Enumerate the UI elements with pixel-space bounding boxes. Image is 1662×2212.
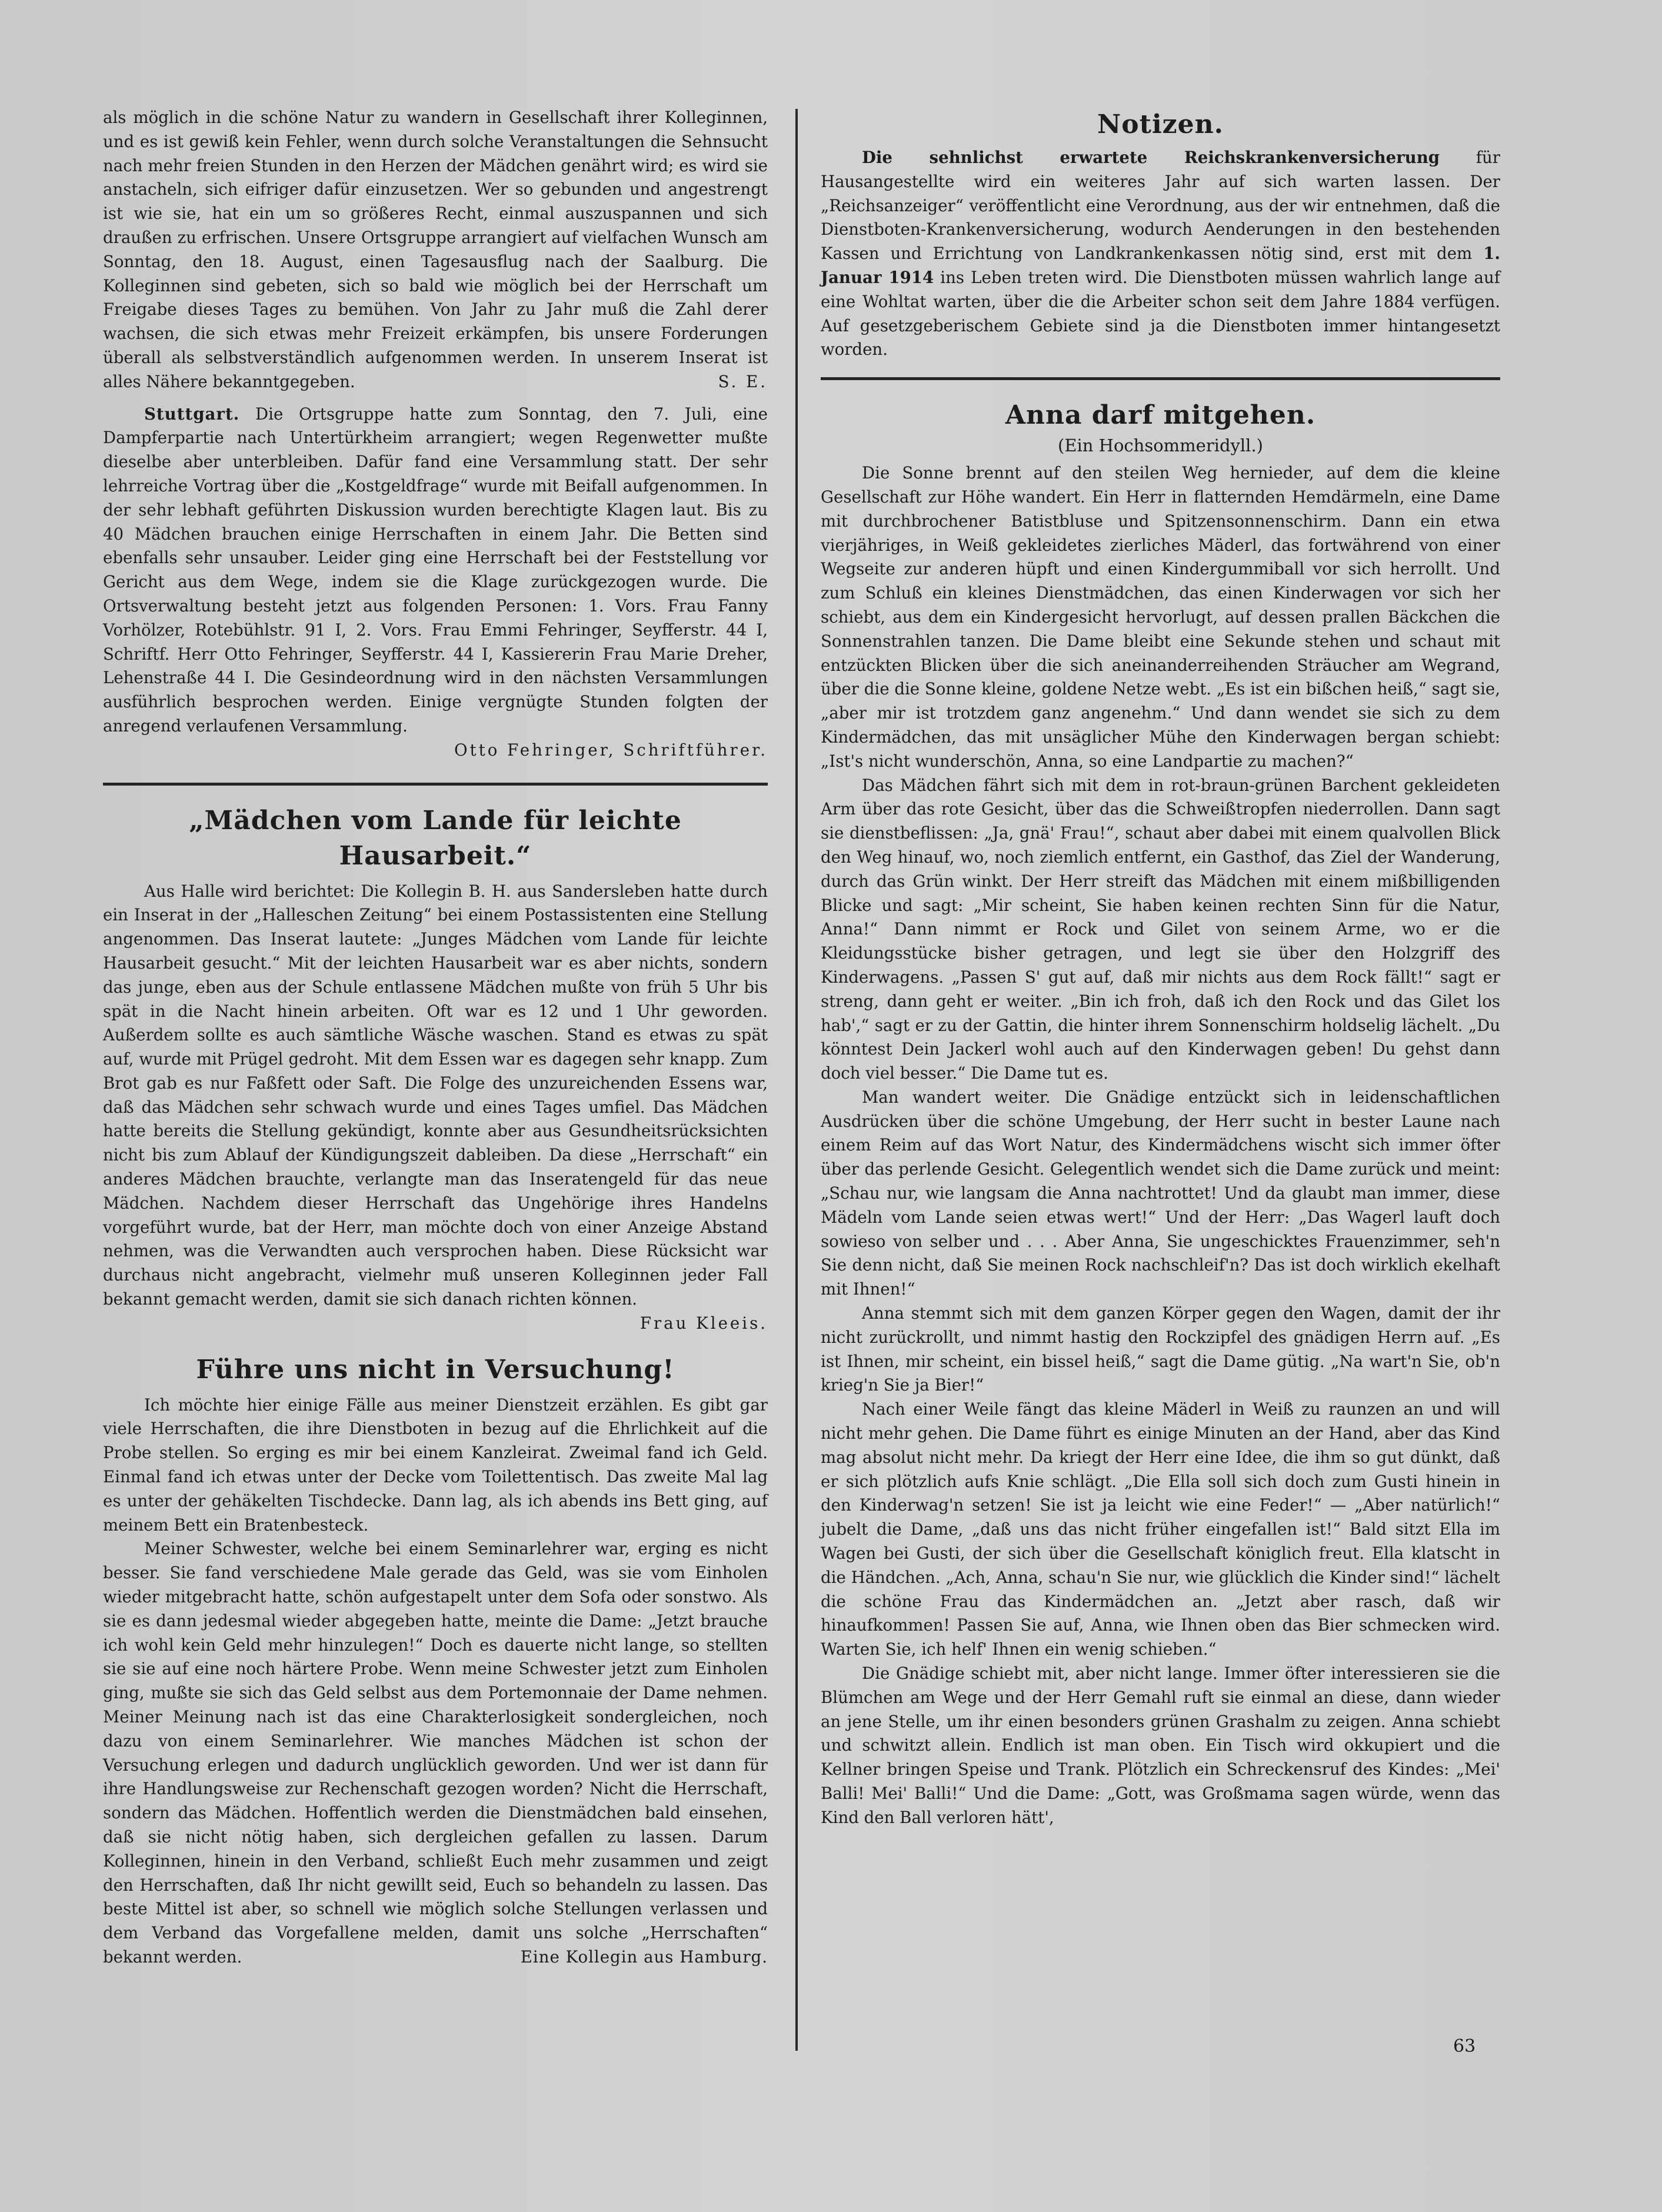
story-paragraph-6: Die Gnädige schiebt mit, aber nicht lange. Immer öfter interessieren sie die Blümchen am Wege und der Herr Gemahl ruft sie einmal an diese, dann wieder an jene Stelle, um ihr einen besonders grünen Grashalm zu zeigen. Anna schiebt und schwitzt allein. Endlich ist man oben. Ein Tisch wird okkupiert und die Kellner bringen Speise und Trank. Plötzlich ein Schreckensruf des Kindes: „Mei' Balli! Mei' Balli!“ Und die Dame: „Gott, was Großmama sagen würde, wenn das Kind den Ball verloren hätt',: [821, 1664, 1500, 1827]
notizen-body: [821, 146, 1500, 362]
story-paragraph-3: Man wandert weiter. Die Gnädige entzückt sich in leidenschaftlichen Ausdrücken über die schöne Umgebung, der Herr sucht in bester Laune nach einem Reim auf das Wort Natur, des Kindermädchens wischt sich immer öfter über das perlende Gesicht. Gelegentlich wendet sich die Dame zurück und meint: „Schau nur, wie langsam die Anna nachtrottet! Und da glaubt man immer, diese Mädeln vom Lande seien etwas wert!“ Und der Herr: „Das Wagerl lauft doch sowieso von selber und . . . Aber Anna, Sie ungeschicktes Frauenzimmer, seh'n Sie denn nicht, daß Sie meinen Rock nachschleif'n? Das ist doch wirklich ekelhaft mit Ihnen!“: [821, 1087, 1500, 1299]
story-paragraph-4: Anna stemmt sich mit dem ganzen Körper gegen den Wagen, damit der ihr nicht zurückrollt, und nimmt hastig den Rockzipfel des gnädigen Herrn auf. „Es ist Ihnen, mir scheint, ein bissel heiß,“ sagt die Dame gütig. „Na wart'n Sie, ob'n krieg'n Sie ja Bier!“: [821, 1303, 1500, 1395]
article1-signature: Frau Kleeis.: [640, 1313, 768, 1333]
story-paragraph-2: Das Mädchen fährt sich mit dem in rot-braun-grünen Barchent gekleideten Arm über das rote Gesicht, über das die Schweißtropfen niederrollen. Dann sagt sie dienstbeflissen: „Ja, gnä' Frau!“, schaut aber dabei mit einem qualvollen Blick den Weg hinauf, wo, noch ziemlich entfernt, ein Gasthof, das Ziel der Wanderung, durch das Grün winkt. Der Herr streift das Mädchen mit einem mißbilligenden Blicke und sagt: „Mir scheint, Sie haben keinen rechten Sinn für die Natur, Anna!“ Dann nimmt er Rock und Gilet von seinem Arme, wo er die Kleidungsstücke bisher getragen, und legt sie über den Holzgriff des Kinderwagens. „Passen S' gut auf, daß mir nichts aus dem Rock fällt!“ sagt er streng, dann geht er weiter. „Bin ich froh, daß ich den Rock und das Gilet los hab',“ sagt er zu der Gattin, die hinter ihrem Sonnenschirm holdselig lächelt. „Du könntest Dein Jackerl wohl auch auf den Kinderwagen geben! Du gehst dann doch viel besser.“ Die Dame tut es.: [821, 775, 1500, 1083]
stuttgart-signature: Otto Fehringer, Schriftführer.: [454, 740, 768, 760]
notizen-date: 1. Januar 1914: [821, 244, 1500, 287]
right-column: [821, 106, 1500, 1830]
article1-title: „Mädchen vom Lande für leichte Hausarbeit.“: [189, 805, 682, 871]
notizen-text-1: für Hausangestellte wird ein weiteres Jahr auf sich warten lassen. Der „Reichsanzeiger“ veröffentlicht eine Verordnung, aus der wir entnehmen, daß die Dienstboten-Krankenversicherung, wodurch Aenderungen in den bestehenden Kassen und Errichtung von Landkrankenkassen nötig sind, erst mit dem: [821, 148, 1500, 264]
stuttgart-lead: Stuttgart.: [144, 404, 240, 424]
story-title: Anna darf mitgehen.: [1005, 400, 1316, 431]
article2-signature: Eine Kollegin aus Hamburg.: [520, 1947, 768, 1967]
story-paragraph-5: Nach einer Weile fängt das kleine Mäderl in Weiß zu raunzen an und will nicht mehr gehen. Die Dame führt es einige Minuten an der Hand, aber das Kind mag absolut nicht mehr. Da kriegt der Herr eine Idee, die ihm so gut dünkt, daß er sich plötzlich aufs Knie schlägt. „Die Ella soll sich doch zum Gusti hinein in den Kinderwag'n setzen! Sie ist ja leicht wie eine Feder!“ — „Aber natürlich!“ jubelt die Dame, „daß uns das nicht früher eingefallen ist!“ Bald sitzt Ella im Wagen bei Gusti, der sich über die Gesellschaft königlich freut. Ella klatscht in die Händchen. „Ach, Anna, schau'n Sie nur, wie glücklich die Kinder sind!“ lächelt die schöne Frau das Kindermädchen an. „Jetzt aber rasch, daß wir hinaufkommen! Passen Sie auf, Anna, wie Ihnen oben das Bier schmecken wird. Warten Sie, ich helf' Ihnen ein wenig schieben.“: [821, 1399, 1500, 1659]
column-divider: [795, 109, 798, 2051]
notizen-lead: Die sehnlichst erwartete Reichskrankenversicherung: [862, 148, 1440, 167]
notizen-text-2: ins Leben treten wird. Die Dienstboten müssen wahrlich lange auf eine Wohltat warten, über die die Arbeiter schon seit dem Jahre 1884 verfügen. Auf gesetzgeberischem Gebiete sind ja die Dienstboten immer hintangesetzt worden.: [821, 267, 1500, 360]
intro-text: als möglich in die schöne Natur zu wandern in Gesellschaft ihrer Kolleginnen, und es ist gewiß kein Fehler, wenn durch solche Veranstaltungen die Sehnsucht nach mehr freien Stunden in den Herzen der Mädchen genährt wird; es wird sie anstacheln, sich eifriger dafür einzusetzen. Wer so gebunden und angestrengt ist wie sie, hat ein um so größeres Recht, einmal auszuspannen und sich draußen zu erfrischen. Unsere Ortsgruppe arrangiert auf vielfachen Wunsch am Sonntag, den 18. August, einen Tagesausflug nach der Saalburg. Die Kolleginnen sind gebeten, sich so bald wie möglich bei der Herrschaft um Freigabe dieses Tages zu bemühen. Von Jahr zu Jahr muß die Zahl derer wachsen, die sich etwas mehr Freizeit erkämpfen, bis unsere Forderungen überall als selbstverständlich aufgenommen werden. In unserem Inserat ist alles Nähere bekanntgegeben.: [103, 108, 768, 391]
story-paragraph-1: Die Sonne brennt auf den steilen Weg hernieder, auf dem die kleine Gesellschaft zur Höhe wandert. Ein Herr in flatternden Hemdärmeln, eine Dame mit durchbrochener Batistbluse und Spitzensonnenschirm. Dann ein etwa vierjähriges, in Weiß gekleidetes zierliches Mäderl, das fortwährend von einer Wegseite zur anderen hüpft und einen Kindergummiball vor sich herrollt. Und zum Schluß ein kleines Dienstmädchen, das einen Kinderwagen vor sich her schiebt, aus dem ein Kindergesicht hervorlugt, auf dessen prallen Bäckchen die Sonnenstrahlen tanzen. Die Dame bleibt eine Sekunde stehen und schaut mit entzückten Blicken über die sich aneinanderreihenden Sträucher am Wegrand, über die die Sonne kleine, goldene Netze webt. „Es ist ein bißchen heiß,“ sagt sie, „aber mir ist trotzdem ganz angenehm.“ Und dann wendet sie sich zu dem Kindermädchen, das mit unsäglicher Mühe den Kinderwagen bergan schiebt: „Ist's nicht wunderschön, Anna, so eine Landpartie zu machen?“: [821, 463, 1500, 771]
notizen-title: Notizen.: [1097, 109, 1224, 139]
article2-title: Führe uns nicht in Versuchung!: [196, 1354, 675, 1385]
article2-paragraph-2-text: Meiner Schwester, welche bei einem Seminarlehrer war, erging es nicht besser. Sie fand verschiedene Male gerade das Geld, was sie vom Einholen wieder mitgebracht hatte, schön aufgestapelt unter dem Sofa oder sonstwo. Als sie es dann jedesmal wieder abgegeben hatte, meinte die Dame: „Jetzt brauche ich wohl kein Geld mehr hinzulegen!“ Doch es dauerte nicht lange, so stellten sie sie auf eine noch härtere Probe. Wenn meine Schwester jetzt zum Einholen ging, mußte sie sich das Geld selbst aus dem Portemonnaie der Dame nehmen. Meiner Meinung nach ist das eine Charakterlosigkeit sondergleichen, noch dazu von einem Seminarlehrer. Wie manches Mädchen ist schon der Versuchung erlegen und dadurch unglücklich geworden. Und wer ist dann für ihre Handlungsweise zur Rechenschaft gezogen worden? Nicht die Herrschaft, sondern das Mädchen. Hoffentlich werden die Dienstmädchen bald einsehen, daß sie nicht nötig haben, sich dergleichen gefallen zu lassen. Darum Kolleginnen, hinein in den Verband, schließt Euch mehr zusammen und zeigt den Herrschaften, daß Ihr nicht gewillt seid, Euch so behandeln zu lassen. Das beste Mittel ist aber, so schnell wie möglich solche Stellungen verlassen und dem Verband das Vorgefallene melden, damit uns solche „Herrschaften“ bekannt werden.: [103, 1539, 768, 1967]
stuttgart-text: Die Ortsgruppe hatte zum Sonntag, den 7. Juli, eine Dampferpartie nach Untertürkheim arrangiert; wegen Regenwetter mußte dieselbe aber unterbleiben. Dafür fand eine Versammlung statt. Der sehr lehrreiche Vortrag über die „Kostgeldfrage“ wurde mit Beifall aufgenommen. In der sehr lebhaft geführten Diskussion wurden berechtigte Klagen laut. Bis zu 40 Mädchen brauchen einige Herrschaften in einem Jahr. Die Betten sind ebenfalls sehr unsauber. Leider ging eine Herrschaft bei der Feststellung vor Gericht aus dem Wege, indem sie die Klage zurückgezogen wurde. Die Ortsverwaltung besteht jetzt aus folgenden Personen: 1. Vors. Frau Fanny Vorhölzer, Rotebühlstr. 91 I, 2. Vors. Frau Emmi Fehringer, Seyfferstr. 44 I, Schriftf. Herr Otto Fehringer, Seyfferstr. 44 I, Kassiererin Frau Marie Dreher, Lehenstraße 44 I. Die Gesindeordnung wird in den nächsten Versammlungen ausführlich besprochen werden. Einige vergnügte Stunden folgten der anregend verlaufenen Versammlung.: [103, 404, 768, 736]
article2-paragraph-1: Ich möchte hier einige Fälle aus meiner Dienstzeit erzählen. Es gibt gar viele Herrschaften, die ihre Dienstboten in bezug auf die Ehrlichkeit auf die Probe stellen. So erging es mir bei einem Kanzleirat. Zweimal fand ich Geld. Einmal fand ich etwas unter der Decke vom Toilettentisch. Das zweite Mal lag es unter der gehäkelten Tischdecke. Dann lag, als ich abends ins Bett ging, auf meinem Bett ein Bratenbesteck.: [103, 1395, 768, 1535]
article2-paragraph-2: [103, 1537, 768, 1969]
left-column: [103, 106, 768, 1970]
section-rule: [103, 783, 768, 786]
stuttgart-report: [103, 403, 768, 739]
intro-paragraph: [103, 106, 768, 394]
section-rule: [821, 377, 1500, 380]
page-number: 63: [1453, 2036, 1476, 2057]
intro-signature: S. E.: [718, 371, 768, 391]
article1-body: Aus Halle wird berichtet: Die Kollegin B. H. aus Sandersleben hatte durch ein Inserat in der „Halleschen Zeitung“ bei einem Postassistenten eine Stellung angenommen. Das Inserat lautete: „Junges Mädchen vom Lande für leichte Hausarbeit gesucht.“ Mit der leichten Hausarbeit war es aber nichts, sondern das junge, eben aus der Schule entlassene Mädchen mußte von früh 5 Uhr bis spät in die Nacht hinein arbeiten. Oft war es 12 und 1 Uhr geworden. Außerdem sollte es auch sämtliche Wäsche waschen. Stand es etwas zu spät auf, wurde mit Prügel gedroht. Mit dem Essen war es dagegen sehr knapp. Zum Brot gab es nur Faßfett oder Saft. Die Folge des unzureichenden Essens war, daß das Mädchen sehr schwach wurde und eines Tages umfiel. Das Mädchen hatte bereits die Stellung gekündigt, konnte aber aus Gesundheitsrücksichten nicht bis zum Ablauf der Kündigungszeit dableiben. Da diese „Herrschaft“ ein anderes Mädchen brauchte, verlangte man das Inseratengeld für das neue Mädchen. Nachdem dieser Herrschaft das Ungehörige ihres Handelns vorgeführt wurde, bat der Herr, man möchte doch von einer Anzeige Abstand nehmen, was die Verwandten auch versprochen haben. Diese Rücksicht war durchaus nicht angebracht, vielmehr muß unseren Kolleginnen jeder Fall bekannt gemacht werden, damit sie sich danach richten können.: [103, 881, 768, 1309]
story-subtitle: (Ein Hochsommeridyll.): [1058, 435, 1263, 456]
